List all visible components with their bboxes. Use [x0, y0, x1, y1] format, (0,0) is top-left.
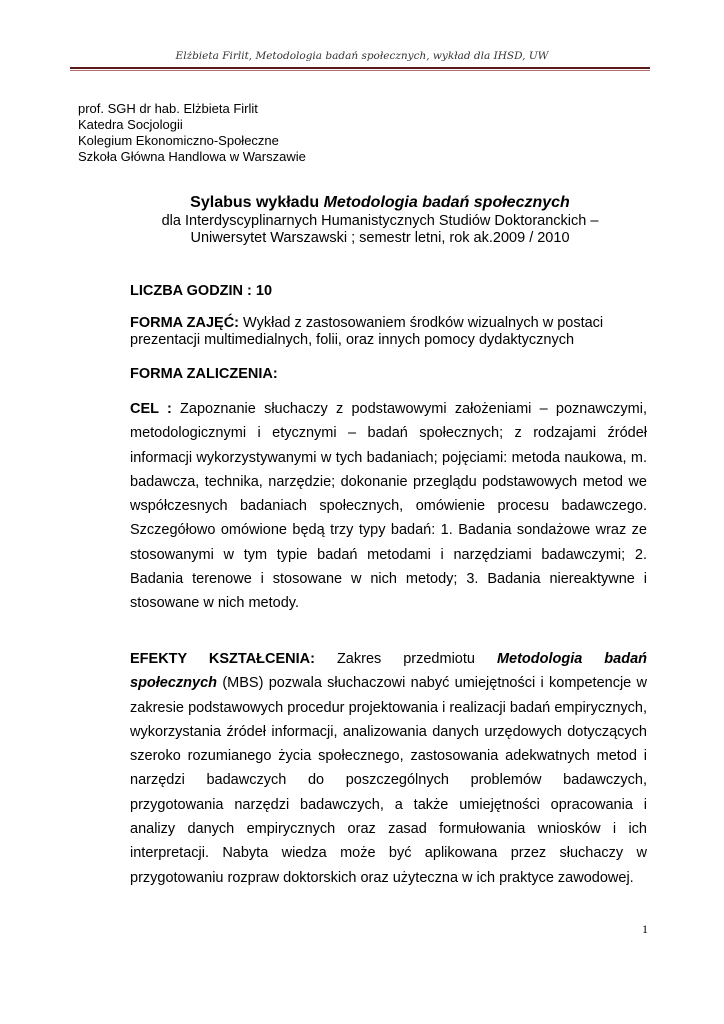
- efekty-section: [130, 647, 647, 890]
- cel-text: Zapoznanie słuchaczy z podstawowymi założeniami – poznawczymi, metodologicznymi i etycznymi – badań społecznych; z rodzajami źródeł informacji wykorzystywanymi w tych badaniach; pojęciami: metoda naukowa, m. badawcza, technika, narzędzie; dokonanie przeglądu podstawowych metod we współczesnych badaniach społecznych, omówienie procesu badawczego. Szczegółowo omówione będą trzy typy badań: 1. Badania sondażowe wraz ze stosowanymi w tym typie badań metodami i narzędziami badawczymi; 2. Badania terenowe i stosowane w nich metody; 3. Badania niereaktywne i stosowane w nich metody.: [130, 401, 647, 612]
- efekty-course: Metodologia badań społecznych: [130, 651, 647, 692]
- cel-label: CEL :: [130, 401, 172, 417]
- title-block: [120, 193, 640, 247]
- title-prefix: Sylabus wykładu: [190, 194, 324, 211]
- title-subtitle-1: dla Interdyscyplinarnych Humanistycznych Studiów Doktoranckich –: [161, 213, 599, 229]
- title-course: Metodologia badań społecznych: [323, 194, 570, 211]
- document-title: [120, 193, 640, 213]
- forma-zajec-section: [130, 315, 647, 349]
- running-header: Elżbieta Firlit, Metodologia badań społecznych, wykład dla IHSD, UW: [175, 50, 549, 62]
- author-department: Katedra Socjologii: [78, 117, 183, 132]
- forma-zajec-label: FORMA ZAJĘĆ:: [130, 315, 240, 331]
- forma-zaliczenia-heading: FORMA ZALICZENIA:: [130, 366, 278, 382]
- hours-heading: LICZBA GODZIN : 10: [130, 283, 273, 299]
- header-rule: [70, 67, 650, 69]
- forma-zajec-text: Wykład z zastosowaniem środków wizualnych w postaci prezentacji multimedialnych, folii, oraz innych pomocy dydaktycznych: [130, 315, 604, 348]
- efekty-text-1: Zakres przedmiotu: [314, 651, 497, 667]
- header-rule-thin: [70, 70, 650, 71]
- author-name: prof. SGH dr hab. Elżbieta Firlit: [78, 101, 258, 116]
- cel-section: [130, 397, 647, 616]
- page-number: 1: [642, 922, 648, 936]
- author-college: Kolegium Ekonomiczno-Społeczne: [78, 133, 279, 148]
- title-subtitle-2: Uniwersytet Warszawski ; semestr letni, rok ak.2009 / 2010: [190, 230, 570, 246]
- author-school: Szkoła Główna Handlowa w Warszawie: [78, 149, 306, 164]
- efekty-label: EFEKTY KSZTAŁCENIA:: [130, 651, 315, 667]
- author-block: [78, 101, 306, 165]
- efekty-text-2: (MBS) pozwala słuchaczowi nabyć umiejętności i kompetencje w zakresie podstawowych procedur projektowania i realizacji badań empirycznych, wykorzystania źródeł informacji, analizowania danych urzędowych dotyczących szeroko rozumianego życia społecznego, zastosowania adekwatnych metod i narzędzi badawczych do poszczególnych problemów badawczych, przygotowania narzędzi badawczych, a także umiejętności opracowania i analizy danych empirycznych oraz zasad formułowania wniosków i ich interpretacji. Nabyta wiedza może być aplikowana przez słuchaczy w przygotowaniu rozpraw doktorskich oraz użyteczna w ich praktyce zawodowej.: [130, 675, 647, 886]
